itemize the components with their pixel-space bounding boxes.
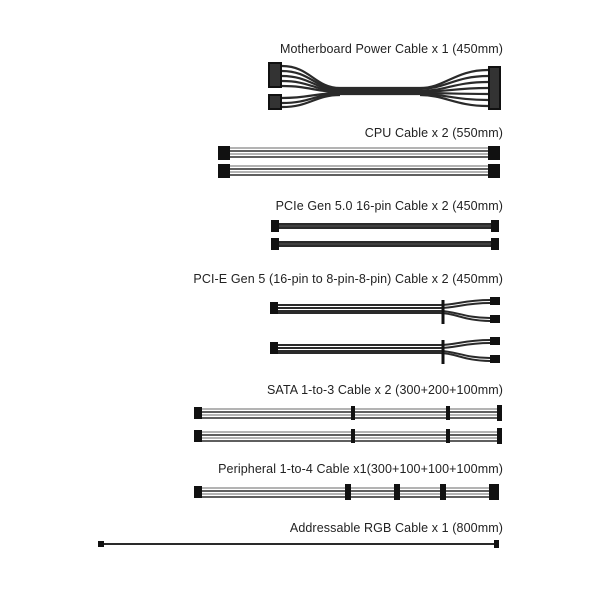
pcie-split-cable-label: PCI-E Gen 5 (16-pin to 8-pin-8-pin) Cable x 2 (450mm) bbox=[193, 272, 503, 286]
pcie-split-cable-image bbox=[270, 297, 500, 364]
argb-cable-label: Addressable RGB Cable x 1 (800mm) bbox=[289, 521, 503, 535]
pcie-gen5-cable-image bbox=[271, 220, 499, 250]
pcie-gen5-cable-label: PCIe Gen 5.0 16-pin Cable x 2 (450mm) bbox=[275, 199, 503, 213]
peripheral-cable-image bbox=[194, 484, 499, 500]
motherboard-power-cable-image bbox=[268, 62, 501, 110]
peripheral-cable-label: Peripheral 1-to-4 Cable x1(300+100+100+100mm) bbox=[218, 462, 503, 476]
argb-cable-image bbox=[98, 540, 499, 548]
sata-cable-image bbox=[194, 405, 502, 444]
sata-cable-label: SATA 1-to-3 Cable x 2 (300+200+100mm) bbox=[267, 383, 503, 397]
cpu-cable-label: CPU Cable x 2 (550mm) bbox=[364, 126, 503, 140]
motherboard-cable-label: Motherboard Power Cable x 1 (450mm) bbox=[279, 42, 503, 56]
cpu-cable-image bbox=[218, 146, 500, 178]
